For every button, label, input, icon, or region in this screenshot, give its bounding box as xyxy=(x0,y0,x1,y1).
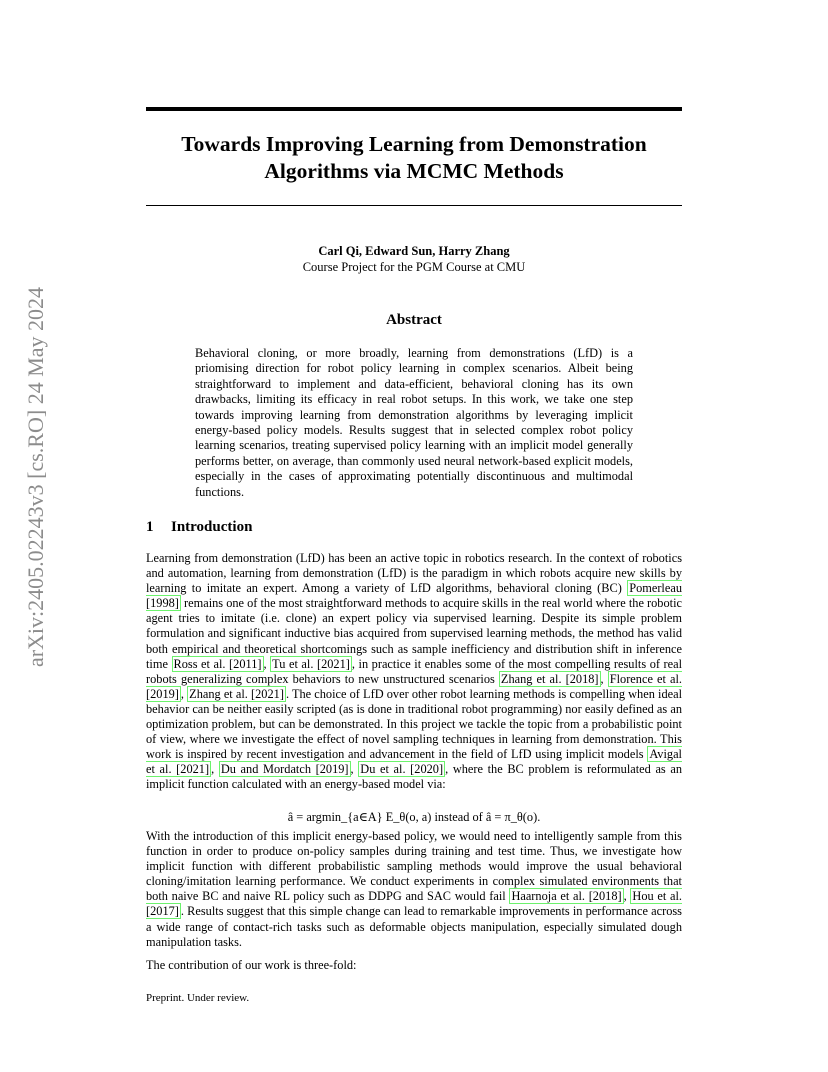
text-run: With the introduction of this implicit energy-based policy, we would need to intelligently sample from this function in order to produce on-policy samples during training and test time. Thus, we investigate how implicit function with different probabilistic sampling methods would improve the usual behavioral cloning/imitation learning performance. We conduct experiments in complex simulated environments that both naive BC and naive RL policy such as DDPG and SAC would fail xyxy=(146,829,682,904)
abstract-heading: Abstract xyxy=(386,312,442,328)
text-run: , xyxy=(600,671,608,686)
citation-link[interactable]: Haarnoja et al. [2018] xyxy=(511,889,622,904)
intro-paragraph-2 xyxy=(146,829,682,950)
text-run: . The choice of LfD over other robot learning methods is compelling when ideal behavior can be neither easily scripted (as is done in traditional robot programming) nor easily defined as an optimization problem, but can be demonstrated. In this project we tackle the topic from a probabilistic point of view, where we investigate the effect of novel sampling techniques in learning from demonstration. This work is inspired by recent investigation and advancement in the field of LfD using implicit models xyxy=(146,686,683,762)
title-line-1: Towards Improving Learning from Demonstration xyxy=(181,132,647,156)
citation-link[interactable]: Zhang et al. [2018] xyxy=(500,671,599,686)
author-names: Carl Qi, Edward Sun, Harry Zhang xyxy=(318,244,510,258)
text-run: . Results suggest that this simple change can lead to remarkable improvements in performance across a wide range of contact-rich tasks such as deformable objects manipulation, especially simulated dough manipulation tasks. xyxy=(146,904,682,949)
text-run: , xyxy=(211,762,219,777)
title-rule-bottom xyxy=(146,205,682,206)
citation-link[interactable]: Tu et al. [2021] xyxy=(272,656,350,671)
text-run: Learning from demonstration (LfD) has been an active topic in robotics research. In the context of robotics and automation, learning from demonstration (LfD) is the paradigm in which robots acquire new skills by learning to imitate an expert. Among a variety of LfD algorithms, behavioral cloning (BC) xyxy=(146,551,682,596)
section-heading-introduction xyxy=(146,519,252,536)
text-run: , in practice it enables some of the most compelling results of real robots generalizing complex behaviors to new unstructured scenarios xyxy=(146,656,683,686)
arxiv-identifier: arXiv:2405.02243v3 [cs.RO] 24 May 2024 xyxy=(23,286,48,668)
citation-link[interactable]: Avigal et al. [2021] xyxy=(146,747,682,777)
citation-link[interactable]: Florence et al. [2019] xyxy=(146,671,683,701)
text-run: , xyxy=(263,656,271,671)
citation-link[interactable]: Zhang et al. [2021] xyxy=(189,686,284,701)
author-block xyxy=(146,243,682,275)
text-run: , xyxy=(180,686,188,701)
abstract-text: Behavioral cloning, or more broadly, learning from demonstrations (LfD) is a priomising direction for robot policy learning in complex scenarios. Albeit being straightforward to implement and data-efficient, behavioral cloning has its own drawbacks, limiting its efficacy in real robot setups. In this work, we take one step towards improving learning from demonstration algorithms by leveraging implicit energy-based policy models. Results suggest that in selected complex robot policy learning scenarios, treating supervised policy learning with an implicit model generally performs better, on average, than commonly used neural network-based explicit models, especially in the cases of approximating potentially discontinuous and multimodal functions. xyxy=(195,346,633,499)
text-run: , xyxy=(623,889,631,904)
citation-link[interactable]: Du and Mordatch [2019] xyxy=(220,762,349,777)
title-rule-top xyxy=(146,107,682,111)
footer-note: Preprint. Under review. xyxy=(146,992,250,1004)
citation-link[interactable]: Pomerleau [1998] xyxy=(146,581,682,611)
intro-paragraph-3: The contribution of our work is three-fold: xyxy=(146,958,357,972)
section-number: 1 xyxy=(146,519,154,535)
citation-link[interactable]: Ross et al. [2011] xyxy=(173,656,262,671)
paper-title xyxy=(146,131,682,185)
title-line-2: Algorithms via MCMC Methods xyxy=(264,159,564,183)
text-run: , xyxy=(350,762,359,777)
affiliation: Course Project for the PGM Course at CMU xyxy=(302,260,526,274)
equation-implicit-policy: â = argmin_{a∈A} E_θ(o, a) instead of â = π_θ(o). xyxy=(287,810,541,824)
citation-link[interactable]: Hou et al. [2017] xyxy=(146,889,682,919)
text-run: , where the BC problem is reformulated as an implicit function calculated with an energy-based model via: xyxy=(146,762,683,792)
intro-paragraph-1 xyxy=(146,551,682,793)
section-title: Introduction xyxy=(171,519,253,535)
text-run: remains one of the most straightforward methods to acquire skills in the real world where the robotic agent tries to imitate (i.e. clone) an expert policy via supervised learning. Despite its simple problem formulation and significant inductive bias acquired from supervised learning methods, the method has valid both empirical and theoretical shortcomings such as sample inefficiency and distribution shift in inference time xyxy=(146,596,682,671)
citation-link[interactable]: Du et al. [2020] xyxy=(360,762,444,777)
